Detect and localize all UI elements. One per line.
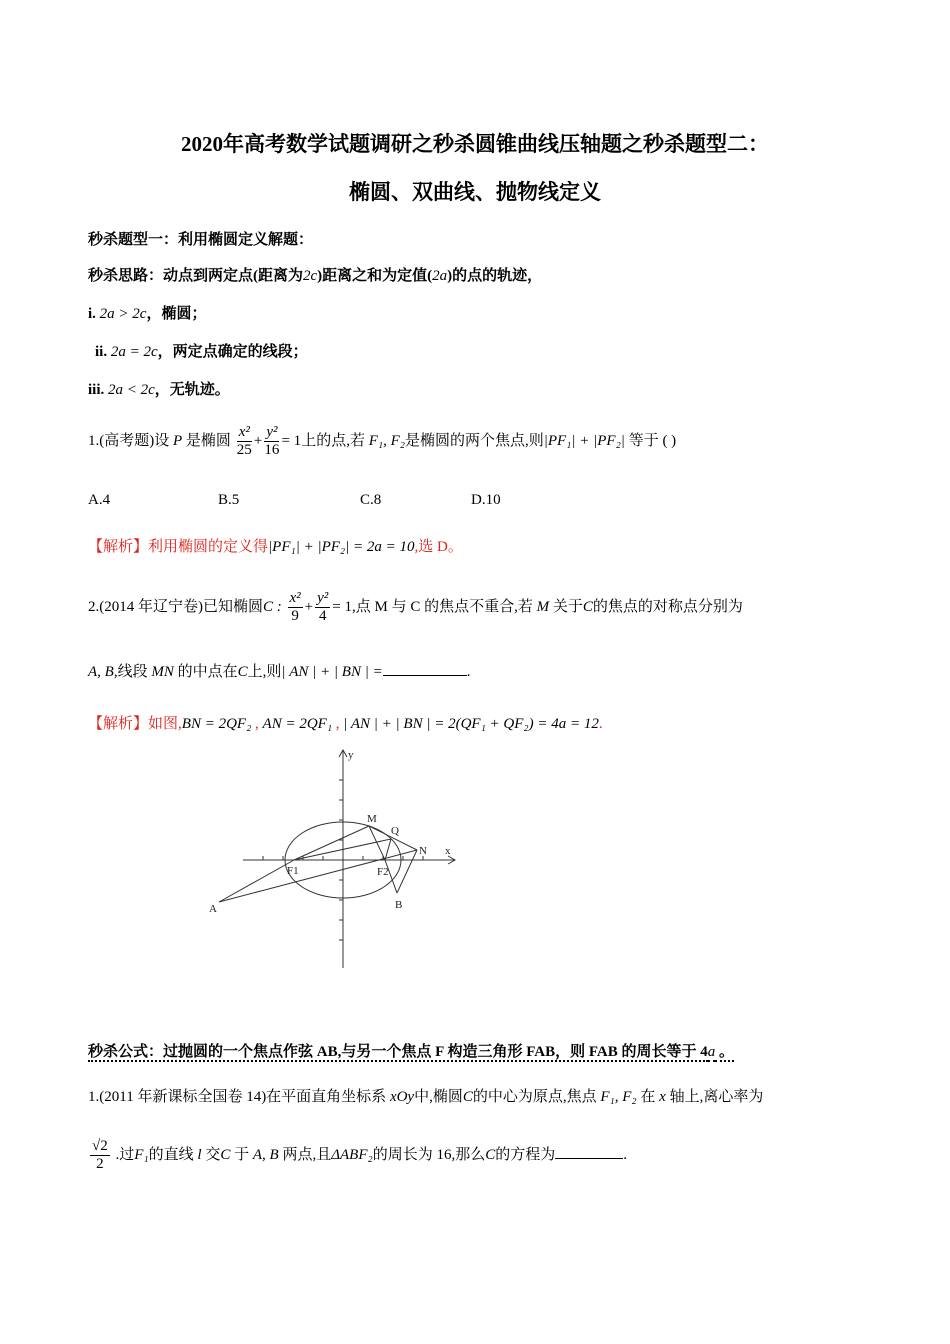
q1-expr: |PF₁| + |PF₂| — [543, 433, 625, 450]
solution-tag: 【解析】 — [88, 716, 149, 732]
title-line-2: 椭圆、双曲线、抛物线定义 — [349, 180, 601, 204]
case-label: i. — [88, 306, 96, 322]
q2-text2: 关于 — [552, 599, 583, 616]
solution-2 — [88, 712, 603, 733]
q2-l2-text3: 上,则 — [247, 664, 282, 680]
fig-point-f2: F2 — [377, 866, 389, 878]
case-label: iii. — [88, 382, 105, 398]
line-b-n — [397, 850, 417, 893]
question-1: 1.(高考题)设 P 是椭圆 $\frac{\text{x²}}{25}$ + $\frac{\text{y²}}{16}$ = 1上的点,若 F₁, F₂是椭圆的两个焦点,则|PF₁| + |PF₂| 等于 ( ) — [88, 424, 677, 459]
option-a: A.4 — [88, 492, 111, 508]
q3-l2-t3: 交 — [205, 1147, 221, 1164]
q3-l2-t7: 的方程为 — [495, 1147, 556, 1164]
q1-p: P — [173, 433, 183, 450]
q3-l2-t4: 于 — [234, 1147, 250, 1164]
option-d: D.10 — [471, 492, 501, 508]
solution-sep-2: , — [332, 716, 344, 732]
q3-l2-t6: 的周长为 16,那么 — [372, 1147, 486, 1164]
case-text: ，两定点确定的线段； — [157, 344, 308, 360]
ellipse-figure — [205, 742, 475, 974]
formula-line — [88, 1040, 734, 1061]
solution-end: . — [598, 716, 603, 732]
option-b: B.5 — [218, 492, 240, 508]
solution-1 — [88, 535, 463, 556]
fig-x-label: x — [445, 845, 451, 857]
question-3-line-2 — [88, 1138, 627, 1174]
idea-mid: )距离之和为定值( — [317, 268, 433, 284]
solution-sep: , — [251, 716, 263, 732]
answer-blank[interactable] — [383, 675, 467, 676]
case-3 — [88, 378, 230, 399]
case-label: ii. — [95, 344, 108, 360]
q3-c2: C — [220, 1147, 231, 1164]
solution-tail: ,选 D。 — [414, 539, 463, 555]
q3-end: . — [623, 1147, 628, 1164]
formula-text: 秒杀公式：过抛圆的一个焦点作弦 AB,与另一个焦点 F 构造三角形 FAB，则 FAB 的周长等于 4 — [88, 1044, 708, 1060]
fig-point-m: M — [367, 813, 377, 825]
q2-eq: = 1 — [332, 599, 352, 616]
q3-prefix: 1.(2011 年新课标全国卷 14)在平面直角坐标系 — [88, 1089, 387, 1105]
q3-l2-t1: .过 — [115, 1147, 135, 1164]
question-3 — [88, 1085, 763, 1106]
idea-prefix: 秒杀思路：动点到两定点(距离为 — [88, 268, 303, 284]
formula-end: 。 — [715, 1044, 734, 1060]
q3-t1: 中,椭圆 — [414, 1089, 463, 1105]
q2-c: C : — [263, 599, 282, 616]
q2-frac-y: $\frac{\text{y²}}{4}$ — [317, 590, 329, 625]
q1-after2: 是椭圆的两个焦点,则 — [404, 433, 544, 450]
answer-blank-2[interactable] — [555, 1158, 623, 1159]
q3-c: C — [462, 1089, 473, 1105]
idea-dist: 2c — [303, 268, 318, 284]
q2-frac-x: $\frac{\text{x²}}{9}$ — [289, 590, 301, 625]
solution-tag: 【解析】 — [88, 539, 149, 555]
q3-xoy: xOy — [389, 1089, 415, 1105]
q2-m: M — [536, 599, 550, 616]
case-1 — [88, 302, 206, 323]
q1-frac-y: $\frac{\text{y²}}{16}$ — [264, 424, 280, 459]
q3-f1: F₁ — [134, 1147, 149, 1164]
q1-frac-x: $\frac{\text{x²}}{25}$ — [236, 424, 252, 459]
solution-text: 利用椭圆的定义得 — [148, 539, 269, 555]
solution-text: 如图, — [148, 716, 182, 732]
case-expr: 2a = 2c — [110, 344, 158, 360]
q3-l: l — [197, 1147, 202, 1164]
case-text: ，无轨迹。 — [154, 382, 230, 398]
q3-t4: 轴上,离心率为 — [669, 1089, 764, 1105]
q2-l2-text2: 的中点在 — [177, 664, 238, 680]
q1-mid: 是椭圆 — [185, 433, 231, 450]
question-2: 2.(2014 年辽宁卷)已知椭圆C : $\frac{\text{x²}}{9}$ + $\frac{\text{y²}}{4}$ = 1,点 M 与 C 的焦点不重合,若 M 关于C的焦点的对称点分别为 — [88, 590, 743, 625]
q3-l2-t2: 的直线 — [148, 1147, 194, 1164]
q3-frac: $\frac{√2}{2}$ — [92, 1138, 108, 1173]
case-expr: 2a > 2c — [99, 306, 147, 322]
q3-c3: C — [485, 1147, 496, 1164]
idea-suffix: )的点的轨迹， — [447, 268, 543, 284]
q3-x: x — [659, 1089, 666, 1105]
solution-expr-3: | AN | + | BN | = 2(QF₁ + QF₂) = 4a = 12 — [343, 716, 599, 732]
q2-c2: C — [582, 599, 593, 616]
q3-t2: 的中心为原点,焦点 — [472, 1089, 597, 1105]
q1-foci: F₁, F₂ — [368, 433, 405, 450]
fig-point-n: N — [419, 845, 427, 857]
q1-after: 上的点,若 — [301, 433, 365, 450]
q3-tri: ΔABF₂ — [331, 1147, 373, 1164]
q1-prefix: 1.(高考题)设 — [88, 433, 170, 450]
q2-mn: MN — [151, 664, 174, 680]
q1-tail: 等于 ( ) — [628, 433, 677, 450]
fig-point-a: A — [209, 903, 217, 915]
solution-expr-1: BN = 2QF₂ — [181, 716, 252, 732]
idea-sum: 2a — [432, 268, 448, 284]
q1-eq: = 1 — [281, 433, 302, 450]
q2-ab: A, B — [88, 664, 114, 680]
q2-text3: 的焦点的对称点分别为 — [592, 599, 743, 616]
q2-l2-expr: | AN | + | BN | = — [281, 664, 383, 680]
q3-foci: F₁, F₂ — [600, 1089, 637, 1105]
type1-heading: 秒杀题型一：利用椭圆定义解题： — [88, 232, 314, 248]
fig-point-q: Q — [391, 825, 399, 837]
q2-c3: C — [237, 664, 248, 680]
q2-l2-text: ,线段 — [113, 664, 148, 680]
solution-expr: |PF₁| + |PF₂| = 2a = 10 — [268, 539, 415, 555]
case-expr: 2a < 2c — [108, 382, 155, 398]
q3-ab: A, B — [252, 1147, 279, 1164]
q2-l2-end: . — [466, 664, 471, 680]
q3-l2-t5: 两点,且 — [282, 1147, 332, 1164]
idea-line — [88, 264, 542, 285]
fig-y-label: y — [348, 749, 354, 761]
option-c: C.8 — [360, 492, 382, 508]
title-line-1: 2020年高考数学试题调研之秒杀圆锥曲线压轴题之秒杀题型二： — [181, 132, 769, 156]
fig-point-f1: F1 — [287, 865, 299, 877]
fig-point-b: B — [395, 899, 403, 911]
line-a-f1 — [219, 860, 294, 902]
q3-t3: 在 — [640, 1089, 656, 1105]
formula-a: a — [707, 1044, 716, 1060]
q2-prefix: 2.(2014 年辽宁卷)已知椭圆 — [88, 599, 263, 616]
case-2 — [95, 340, 308, 361]
solution-expr-2: AN = 2QF₁ — [262, 716, 333, 732]
q2-text: ,点 M 与 C 的焦点不重合,若 — [352, 599, 533, 616]
question-2-line-2 — [88, 660, 470, 681]
case-text: ，椭圆； — [146, 306, 207, 322]
